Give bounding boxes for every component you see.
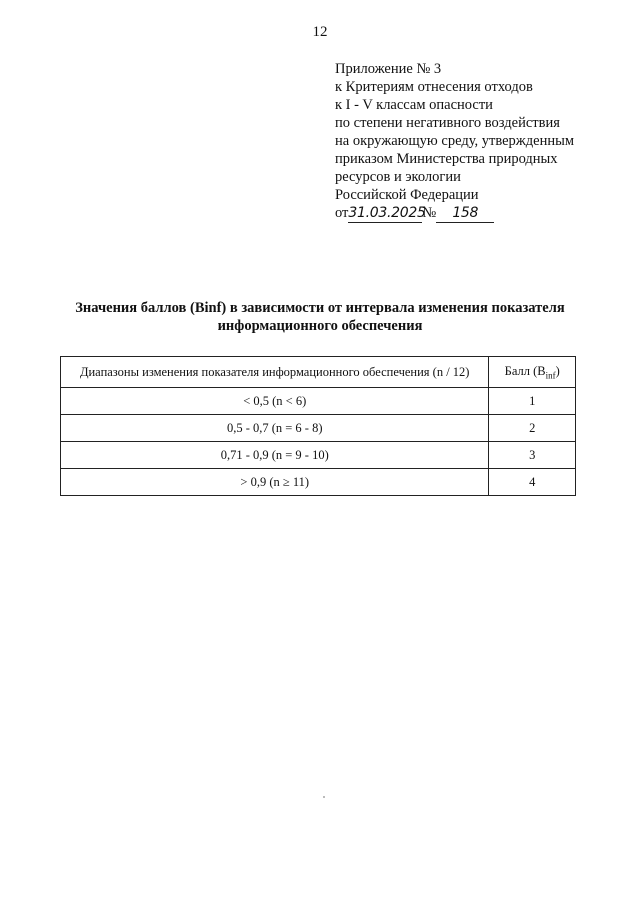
range-cell: < 0,5 (n < 6): [61, 388, 489, 415]
appendix-line: Российской Федерации: [335, 187, 479, 203]
table-row: [61, 469, 576, 496]
document-title: [50, 299, 590, 335]
handwritten-number: 158: [436, 204, 494, 223]
table-row: [61, 415, 576, 442]
score-cell: 1: [489, 388, 576, 415]
handwritten-date: 31.03.2025: [348, 205, 426, 221]
header-score-close: ): [555, 363, 560, 378]
range-cell: 0,71 - 0,9 (n = 9 - 10): [61, 442, 489, 469]
appendix-line: приказом Министерства природных: [335, 151, 558, 167]
scores-table: [60, 356, 576, 496]
score-cell: 3: [489, 442, 576, 469]
header-score: [489, 357, 576, 388]
appendix-line: к I - V классам опасности: [335, 97, 493, 113]
score-cell: 2: [489, 415, 576, 442]
header-score-subscript: inf: [545, 370, 556, 381]
appendix-line: Приложение № 3: [335, 61, 442, 77]
appendix-block: [335, 60, 625, 223]
table-header-row: [61, 357, 576, 388]
appendix-line: на окружающую среду, утвержденным: [335, 133, 575, 149]
table-row: [61, 388, 576, 415]
title-line: Значения баллов (Binf) в зависимости от интервала изменения показателя: [75, 300, 565, 316]
header-score-main: Балл (B: [504, 363, 546, 378]
range-cell: > 0,9 (n ≥ 11): [61, 469, 489, 496]
score-cell: 4: [489, 469, 576, 496]
title-line: информационного обеспечения: [217, 318, 423, 334]
appendix-line: по степени негативного воздействия: [335, 115, 560, 131]
table-row: [61, 442, 576, 469]
header-range: Диапазоны изменения показателя информационного обеспечения (n / 12): [61, 357, 489, 388]
range-cell: 0,5 - 0,7 (n = 6 - 8): [61, 415, 489, 442]
date-prefix: от: [335, 205, 349, 221]
appendix-line: к Критериям отнесения отходов: [335, 79, 533, 95]
page-number: 12: [312, 24, 328, 40]
number-prefix: №: [422, 205, 437, 221]
scan-artifact: [323, 796, 325, 798]
approval-date-line: [335, 204, 625, 223]
appendix-line: ресурсов и экологии: [335, 169, 461, 185]
